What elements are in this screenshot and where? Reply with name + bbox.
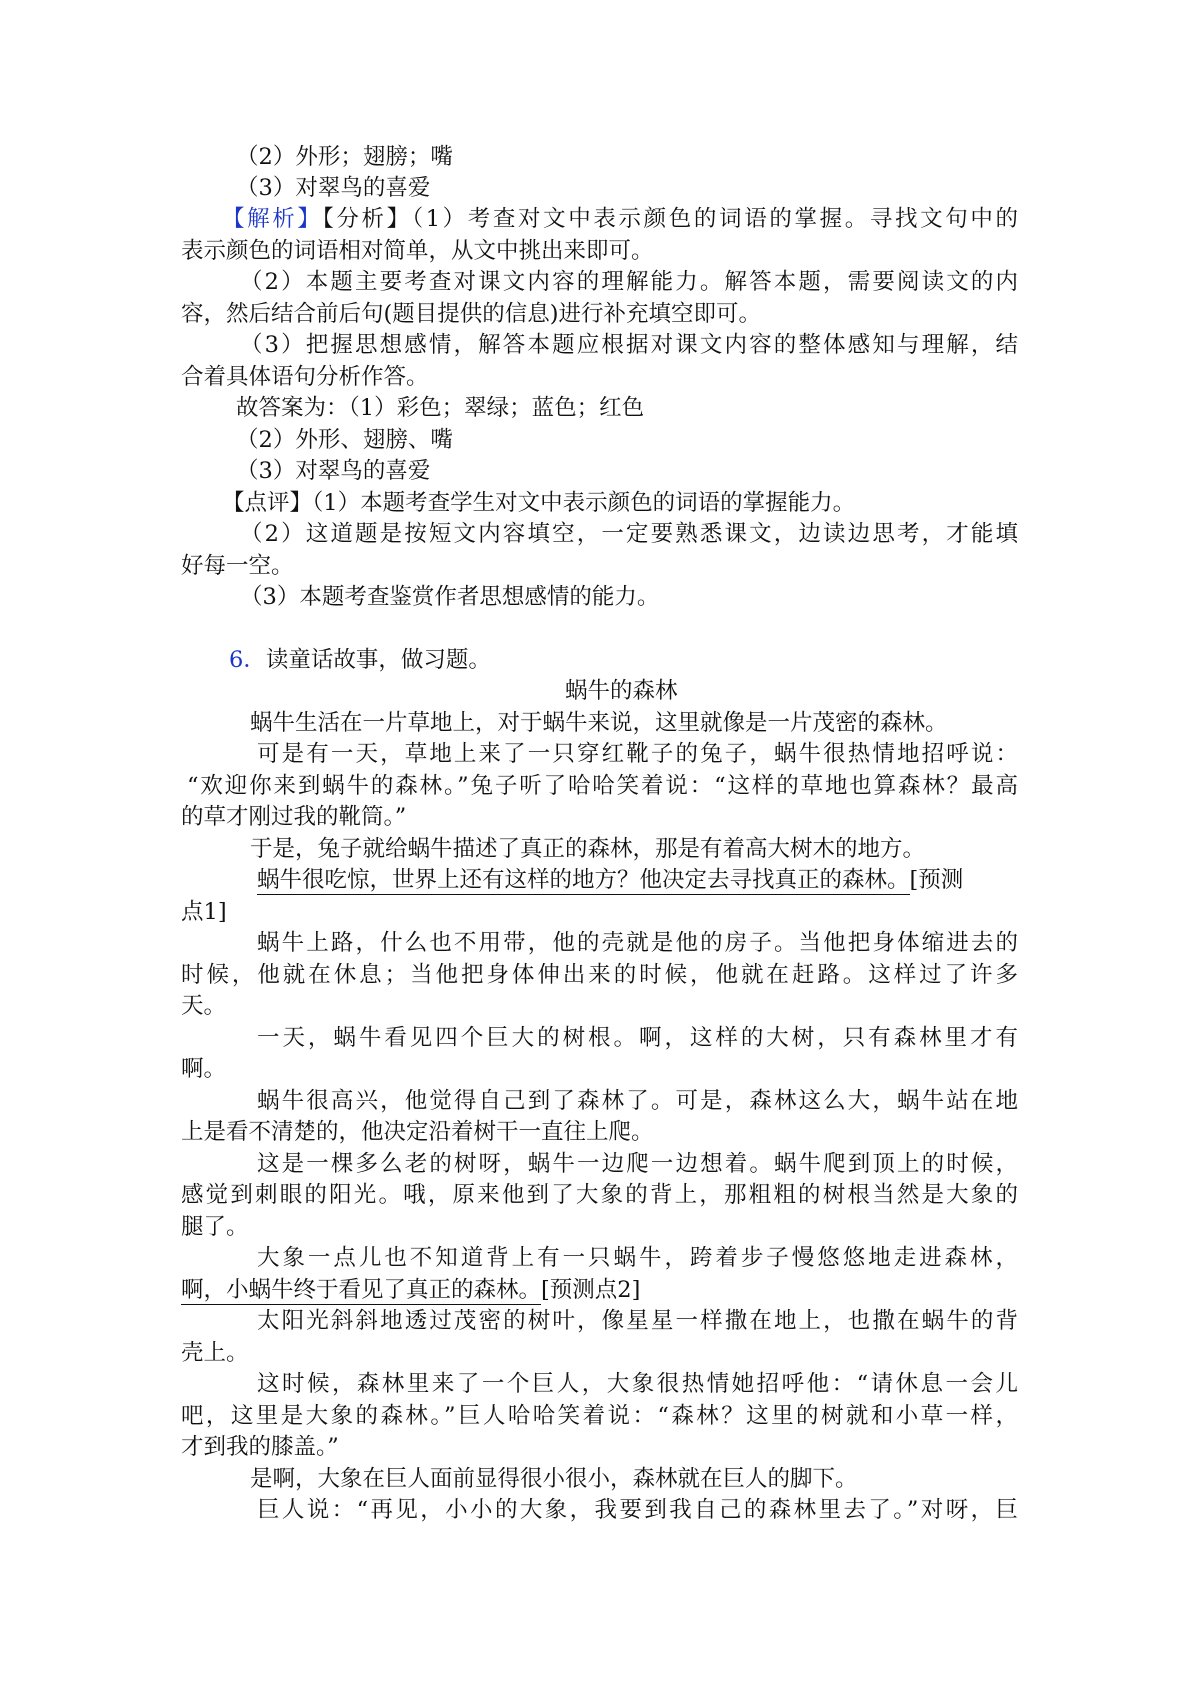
analysis-line-4 [181,298,761,330]
question-prompt: 读童话故事，做习题。 [265,647,491,673]
story-title-text: 蜗牛的森林 [565,678,678,704]
story-line-11: 一天，蜗牛看见四个巨大的树根。啊，这样的大树，只有森林里才有 [257,1025,1018,1051]
story-line-13: 蜗牛很高兴，他觉得自己到了森林了。可是，森林这么大，蜗牛站在地 [257,1088,1018,1114]
story-line-6 [257,864,963,896]
comment-line-4 [240,581,659,613]
story-line-16: 感觉到刺眼的阳光。哦，原来他到了大象的背上，那粗粗的树根当然是大象的 [181,1182,1018,1208]
analysis-text: 合着具体语句分析作答。 [181,364,429,390]
prediction-point-2-marker: [预测点2] [541,1277,641,1303]
comment-line-2 [240,518,1018,550]
prediction-point-1-marker: [预测 [909,867,964,893]
story-line-3: “欢迎你来到蜗牛的森林。”兔子听了哈哈笑着说：“这样的草地也算森林？最高 [187,773,1018,799]
story-line-18: 大象一点儿也不知道背上有一只蜗牛，跨着步子慢悠悠地走进森林， [257,1245,1018,1271]
story-line-22: 这时候，森林里来了一个巨人，大象很热情她招呼他：“请休息一会儿 [257,1371,1018,1397]
final-answer-text: 故答案为：（1）彩色；翠绿；蓝色；红色 [236,395,645,421]
jiexi-tag: 【解析】 [222,206,323,232]
story-line-17: 腿了。 [181,1214,249,1240]
story-line-8: 蜗牛上路，什么也不用带，他的壳就是他的房子。当他把身体缩进去的 [257,930,1018,956]
analysis-line-5 [240,329,1018,361]
story-title [565,675,678,707]
comment-text: （3）本题考查鉴赏作者思想感情的能力。 [240,584,660,610]
analysis-line-6 [181,361,429,393]
analysis-line-1 [222,203,1018,235]
story-line-25: 是啊，大象在巨人面前显得很小很小，森林就在巨人的脚下。 [250,1466,858,1492]
analysis-text: （2）本题主要考查对课文内容的理解能力。解答本题，需要阅读文的内 [240,269,1018,295]
story-line-10: 天。 [181,993,227,1019]
answer-line-2 [236,141,453,173]
final-answer-3 [236,455,430,487]
analysis-text: （3）把握思想感情，解答本题应根据对课文内容的整体感知与理解，结 [240,332,1018,358]
comment-text: 【点评】（1）本题考查学生对文中表示颜色的词语的掌握能力。 [222,490,856,516]
final-answer-text: （2）外形、翅膀、嘴 [236,427,453,453]
story-line-24: 才到我的膝盖。” [181,1434,339,1460]
story-line-1: 蜗牛生活在一片草地上，对于蜗牛来说，这里就像是一片茂密的森林。 [250,710,948,736]
story-line-19 [181,1274,640,1306]
analysis-line-3 [240,266,1018,298]
analysis-text: 表示颜色的词语相对简单，从文中挑出来即可。 [181,238,654,264]
question-6-heading [229,644,491,676]
prediction-point-2-sentence: 啊，小蜗牛终于看见了真正的森林。 [181,1277,542,1303]
story-line-12: 啊。 [181,1056,227,1082]
story-line-9: 时候，他就在休息；当他把身体伸出来的时候，他就在赶路。这样过了许多 [181,962,1018,988]
answer-text: （3）对翠鸟的喜爱 [236,175,431,201]
story-line-23: 吧，这里是大象的森林。”巨人哈哈笑着说：“森林？这里的树就和小草一样， [181,1403,1018,1429]
question-number: 6． [229,647,266,673]
story-line-14: 上是看不清楚的，他决定沿着树干一直往上爬。 [181,1119,654,1145]
analysis-text: 容，然后结合前后句(题目提供的信息)进行补充填空即可。 [181,301,762,327]
story-line-5: 于是，兔子就给蜗牛描述了真正的森林，那是有着高大树木的地方。 [250,836,926,862]
story-line-21: 壳上。 [181,1340,249,1366]
comment-text: （2）这道题是按短文内容填空，一定要熟悉课文，边读边思考，才能填 [240,521,1018,547]
comment-line-3 [181,550,294,582]
story-line-15: 这是一棵多么老的树呀，蜗牛一边爬一边想着。蜗牛爬到顶上的时候， [257,1151,1018,1177]
analysis-line-2 [181,235,654,267]
story-line-26: 巨人说：“再见，小小的大象，我要到我自己的森林里去了。”对呀，巨 [257,1497,1018,1523]
final-answer-2 [236,424,453,456]
comment-line-1 [222,487,855,519]
fenxi-tag: 【分析】 [322,206,412,232]
final-answer-1 [236,392,644,424]
answer-text: （2）外形；翅膀；嘴 [236,144,453,170]
story-line-2: 可是有一天，草地上来了一只穿红靴子的兔子，蜗牛很热情地招呼说： [257,741,1018,767]
comment-text: 好每一空。 [181,553,294,579]
story-line-20: 太阳光斜斜地透过茂密的树叶，像星星一样撒在地上，也撒在蜗牛的背 [257,1308,1018,1334]
prediction-point-1-sentence: 蜗牛很吃惊，世界上还有这样的地方？他决定去寻找真正的森林。 [257,867,910,893]
story-line-4: 的草才刚过我的靴筒。” [181,804,407,830]
final-answer-text: （3）对翠鸟的喜爱 [236,458,431,484]
analysis-text: （1）考查对文中表示颜色的词语的掌握。寻找文句中的 [411,206,1018,232]
answer-line-3 [236,172,430,204]
story-line-7: 点1] [181,899,227,925]
